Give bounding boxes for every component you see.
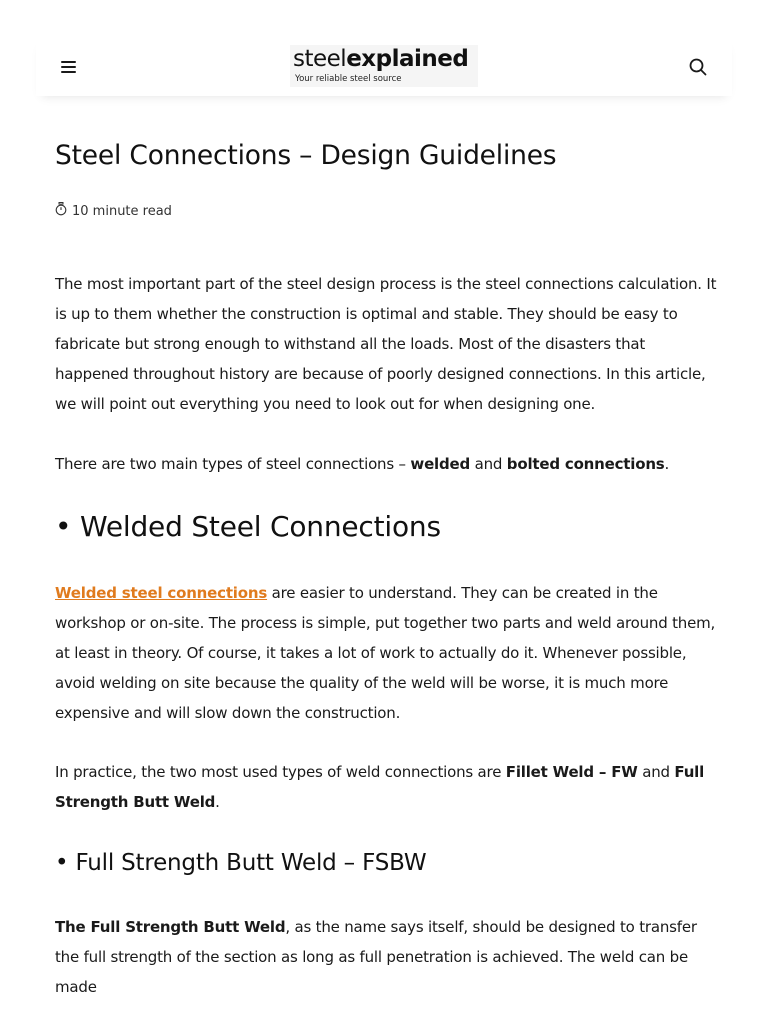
welded-paragraph: Welded steel connections are easier to understand. They can be created in the workshop or on-site. The process is simple, put together two parts and weld around them, at least in theory. Of course, it takes a lot of work to actually do it. Whenever possible, avoid welding on site because the quality of the weld will be worse, it is much more expensive and will slow down the construction.	[55, 584, 716, 722]
hamburger-menu-icon[interactable]	[60, 57, 78, 75]
site-header	[36, 36, 732, 96]
types-paragraph: There are two main types of steel connections – welded and bolted connections.	[55, 455, 670, 473]
weld-types-paragraph: In practice, the two most used types of weld connections are Fillet Weld – FW and Full Strength Butt Weld.	[55, 763, 705, 811]
intro-paragraph: The most important part of the steel design process is the steel connections calculation. It is up to them whether the construction is optimal and stable. They should be easy to fabricate but strong enough to withstand all the loads. Most of the disasters that happened throughout history are because of poorly designed connections. In this article, we will point out everything you need to look out for when designing one.	[55, 275, 717, 413]
site-logo[interactable]	[290, 45, 478, 87]
logo-tagline: Your reliable steel source	[295, 74, 402, 84]
stopwatch-icon	[55, 202, 67, 220]
read-time	[55, 202, 172, 220]
search-icon[interactable]	[688, 57, 708, 77]
logo-wordmark: steelexplained	[293, 46, 469, 72]
read-time-label: 10 minute read	[72, 203, 172, 219]
welded-steel-connections-link[interactable]: Welded steel connections	[55, 584, 268, 602]
fsbw-paragraph: The Full Strength Butt Weld, as the name says itself, should be designed to transfer the full strength of the section as long as full penetration is achieved. The weld can be made	[55, 918, 697, 996]
section-heading-fsbw: • Full Strength Butt Weld – FSBW	[55, 850, 427, 876]
section-heading-welded: • Welded Steel Connections	[55, 510, 441, 543]
article-title: Steel Connections – Design Guidelines	[55, 140, 557, 171]
